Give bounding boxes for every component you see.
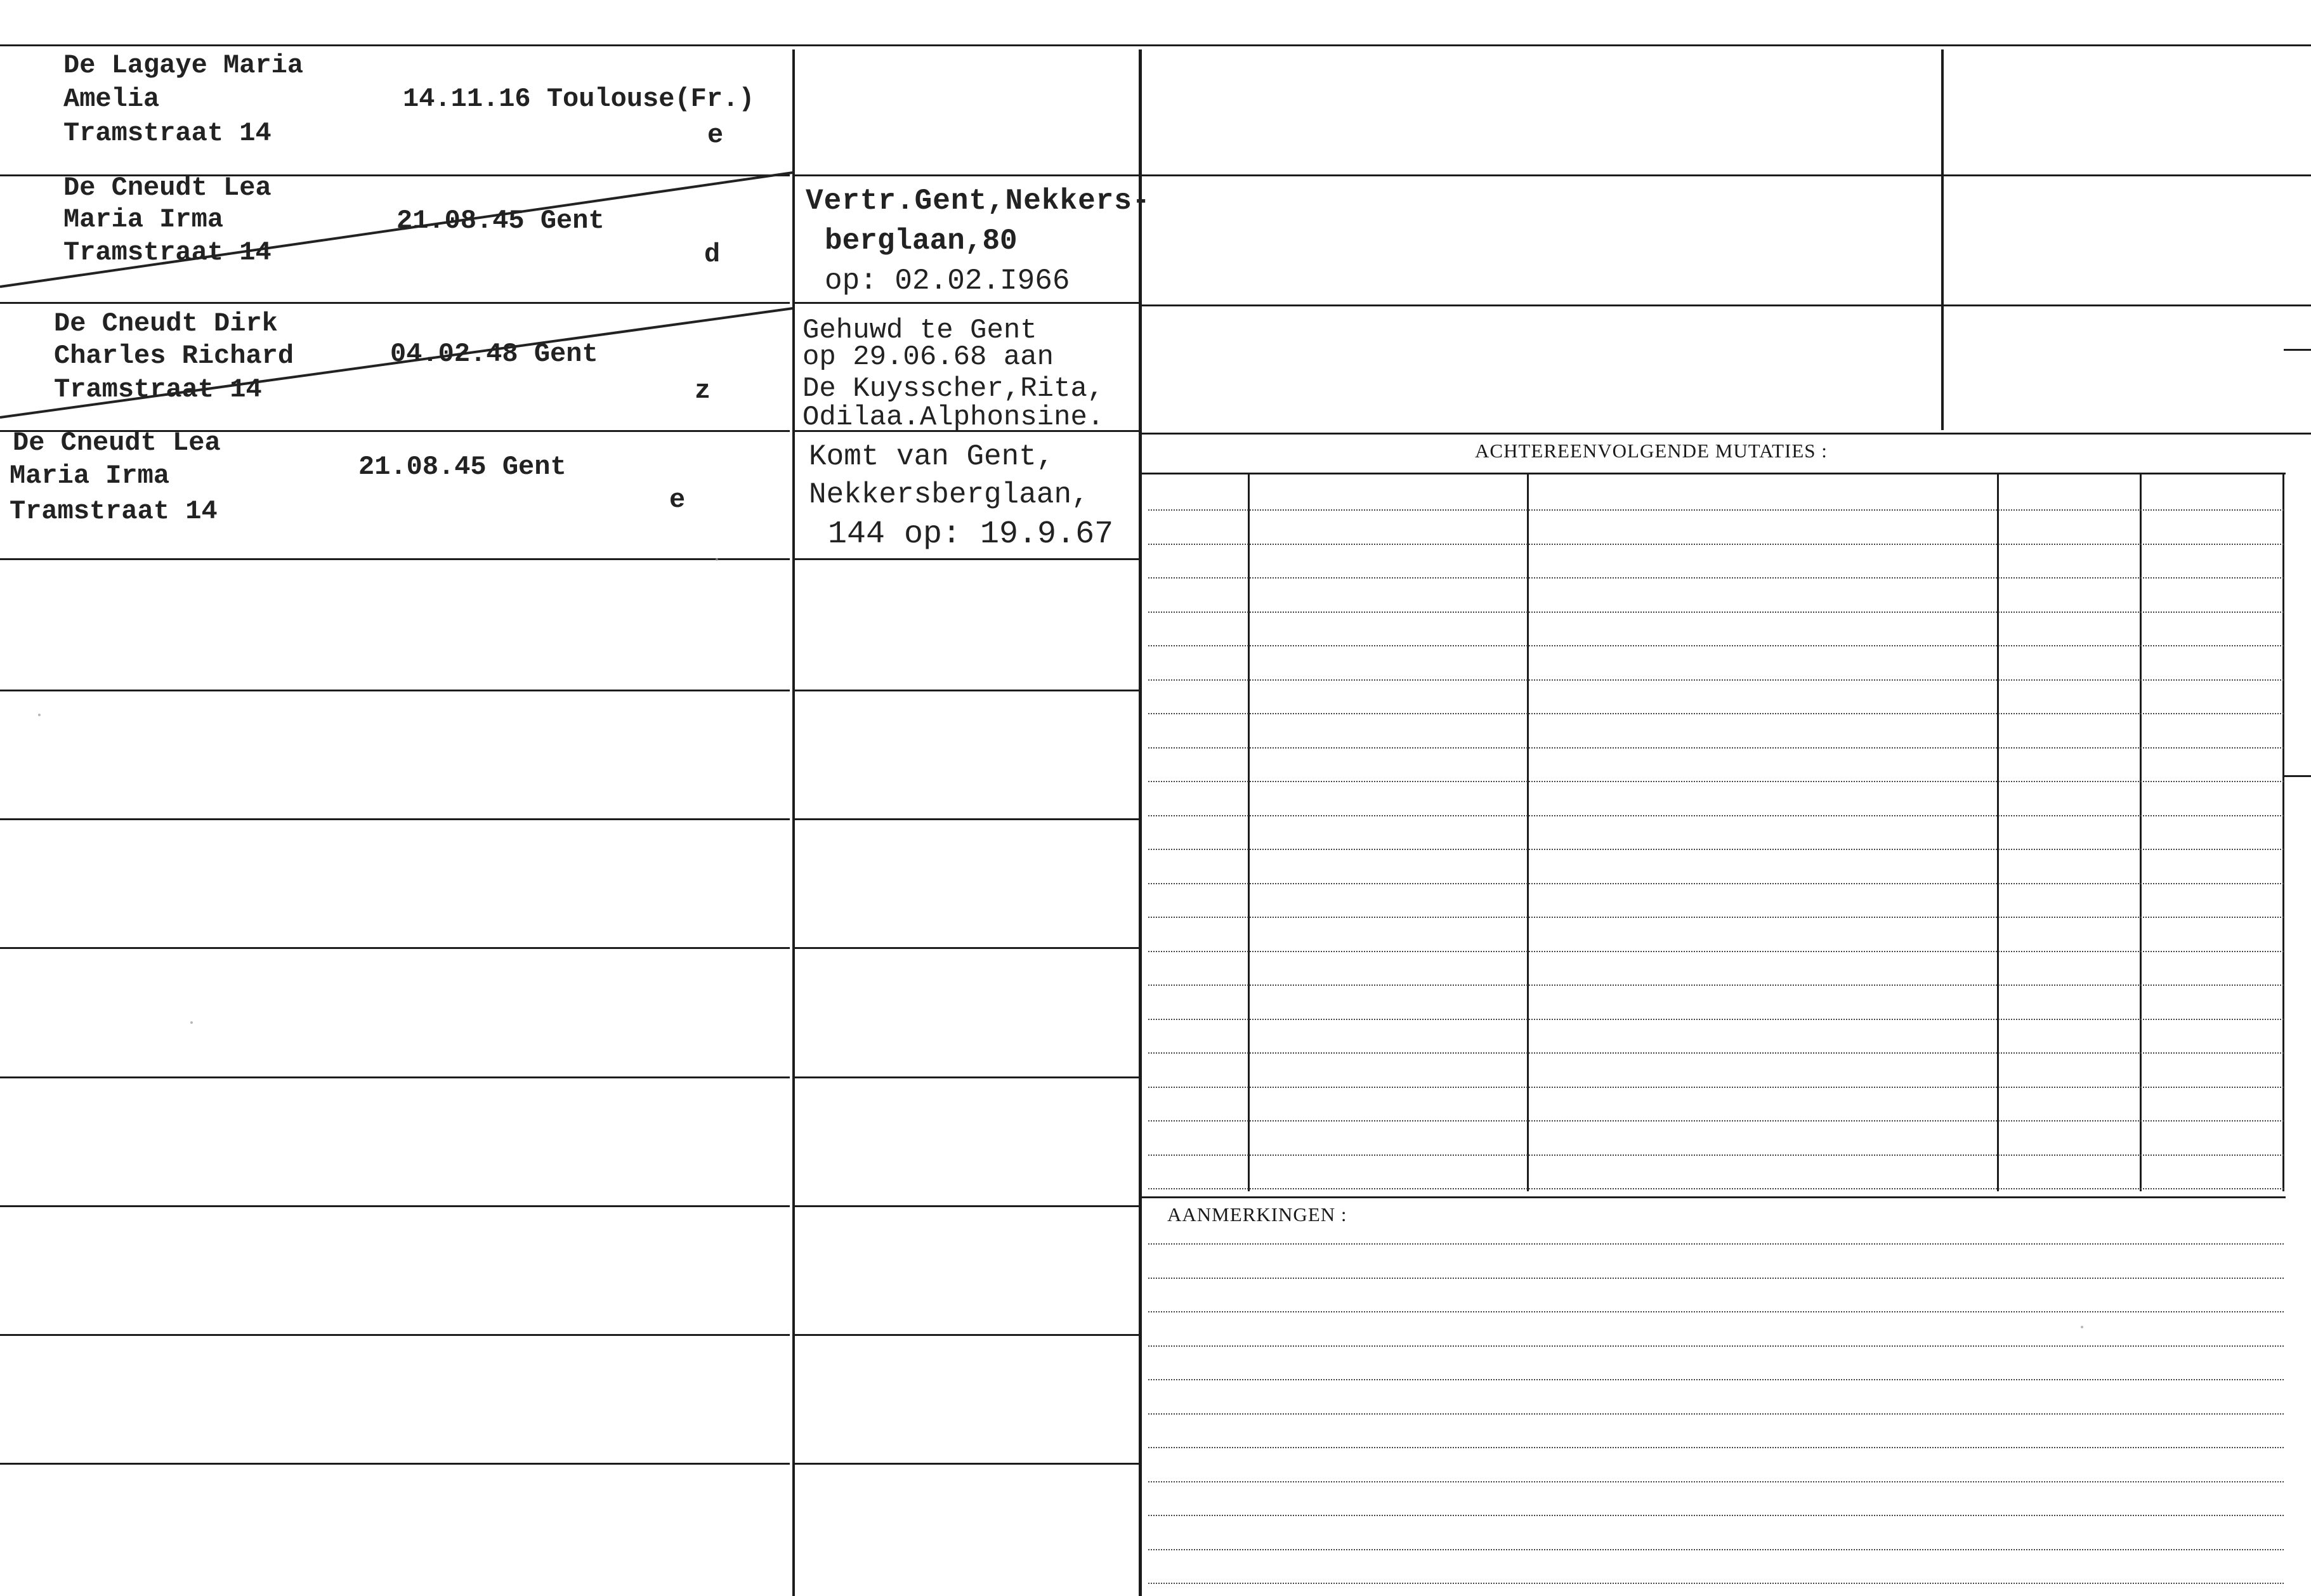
record-address: Tramstraat 14	[63, 237, 272, 268]
note-line: De Kuysscher,Rita,	[802, 373, 1104, 405]
record-name-line2: Maria Irma	[10, 461, 170, 491]
record-code: e	[669, 485, 686, 515]
record-birth: 04.02.48 Gent	[390, 339, 598, 369]
scan-speck	[190, 1021, 193, 1024]
record-name-line2: Amelia	[63, 84, 160, 114]
strike-line-record-2	[0, 173, 793, 287]
aanmerkingen-header: AANMERKINGEN :	[1167, 1203, 1347, 1226]
strike-line-record-3	[0, 308, 793, 417]
record-address: Tramstraat 14	[10, 496, 218, 527]
scan-speck	[38, 714, 41, 716]
margin-tick	[2284, 349, 2311, 351]
note-line: 144 op: 19.9.67	[828, 516, 1114, 553]
record-name-line2: Charles Richard	[54, 341, 294, 371]
record-birth: 14.11.16 Toulouse(Fr.)	[403, 84, 755, 114]
record-birth: 21.08.45 Gent	[358, 452, 566, 482]
record-name-line2: Maria Irma	[63, 204, 224, 235]
record-address: Tramstraat 14	[54, 374, 262, 405]
record-birth: 21.08.45 Gent	[396, 206, 605, 236]
record-name-line1: De Lagaye Maria	[63, 50, 304, 81]
record-address: Tramstraat 14	[63, 118, 272, 148]
margin-tick	[2284, 775, 2311, 777]
note-line: Nekkersberglaan,	[809, 478, 1089, 511]
mutations-header: ACHTEREENVOLGENDE MUTATIES :	[1475, 440, 1828, 462]
note-line: op 29.06.68 aan	[802, 341, 1054, 373]
record-code: e	[707, 120, 724, 150]
note-line: Gehuwd te Gent	[802, 315, 1037, 346]
note-line: Vertr.Gent,Nekkers-	[806, 185, 1151, 218]
note-line: Komt van Gent,	[809, 440, 1054, 473]
note-line: op: 02.02.I966	[825, 265, 1070, 298]
record-name-line1: De Cneudt Lea	[13, 428, 221, 458]
note-line: Odilaa.Alphonsine.	[802, 402, 1104, 433]
record-name-line1: De Cneudt Lea	[63, 173, 272, 203]
record-name-line1: De Cneudt Dirk	[54, 308, 278, 339]
scan-speck	[716, 558, 718, 561]
record-code: z	[695, 376, 711, 406]
note-line: berglaan,80	[825, 225, 1018, 258]
record-code: d	[704, 239, 721, 270]
scan-speck	[2081, 1326, 2083, 1328]
